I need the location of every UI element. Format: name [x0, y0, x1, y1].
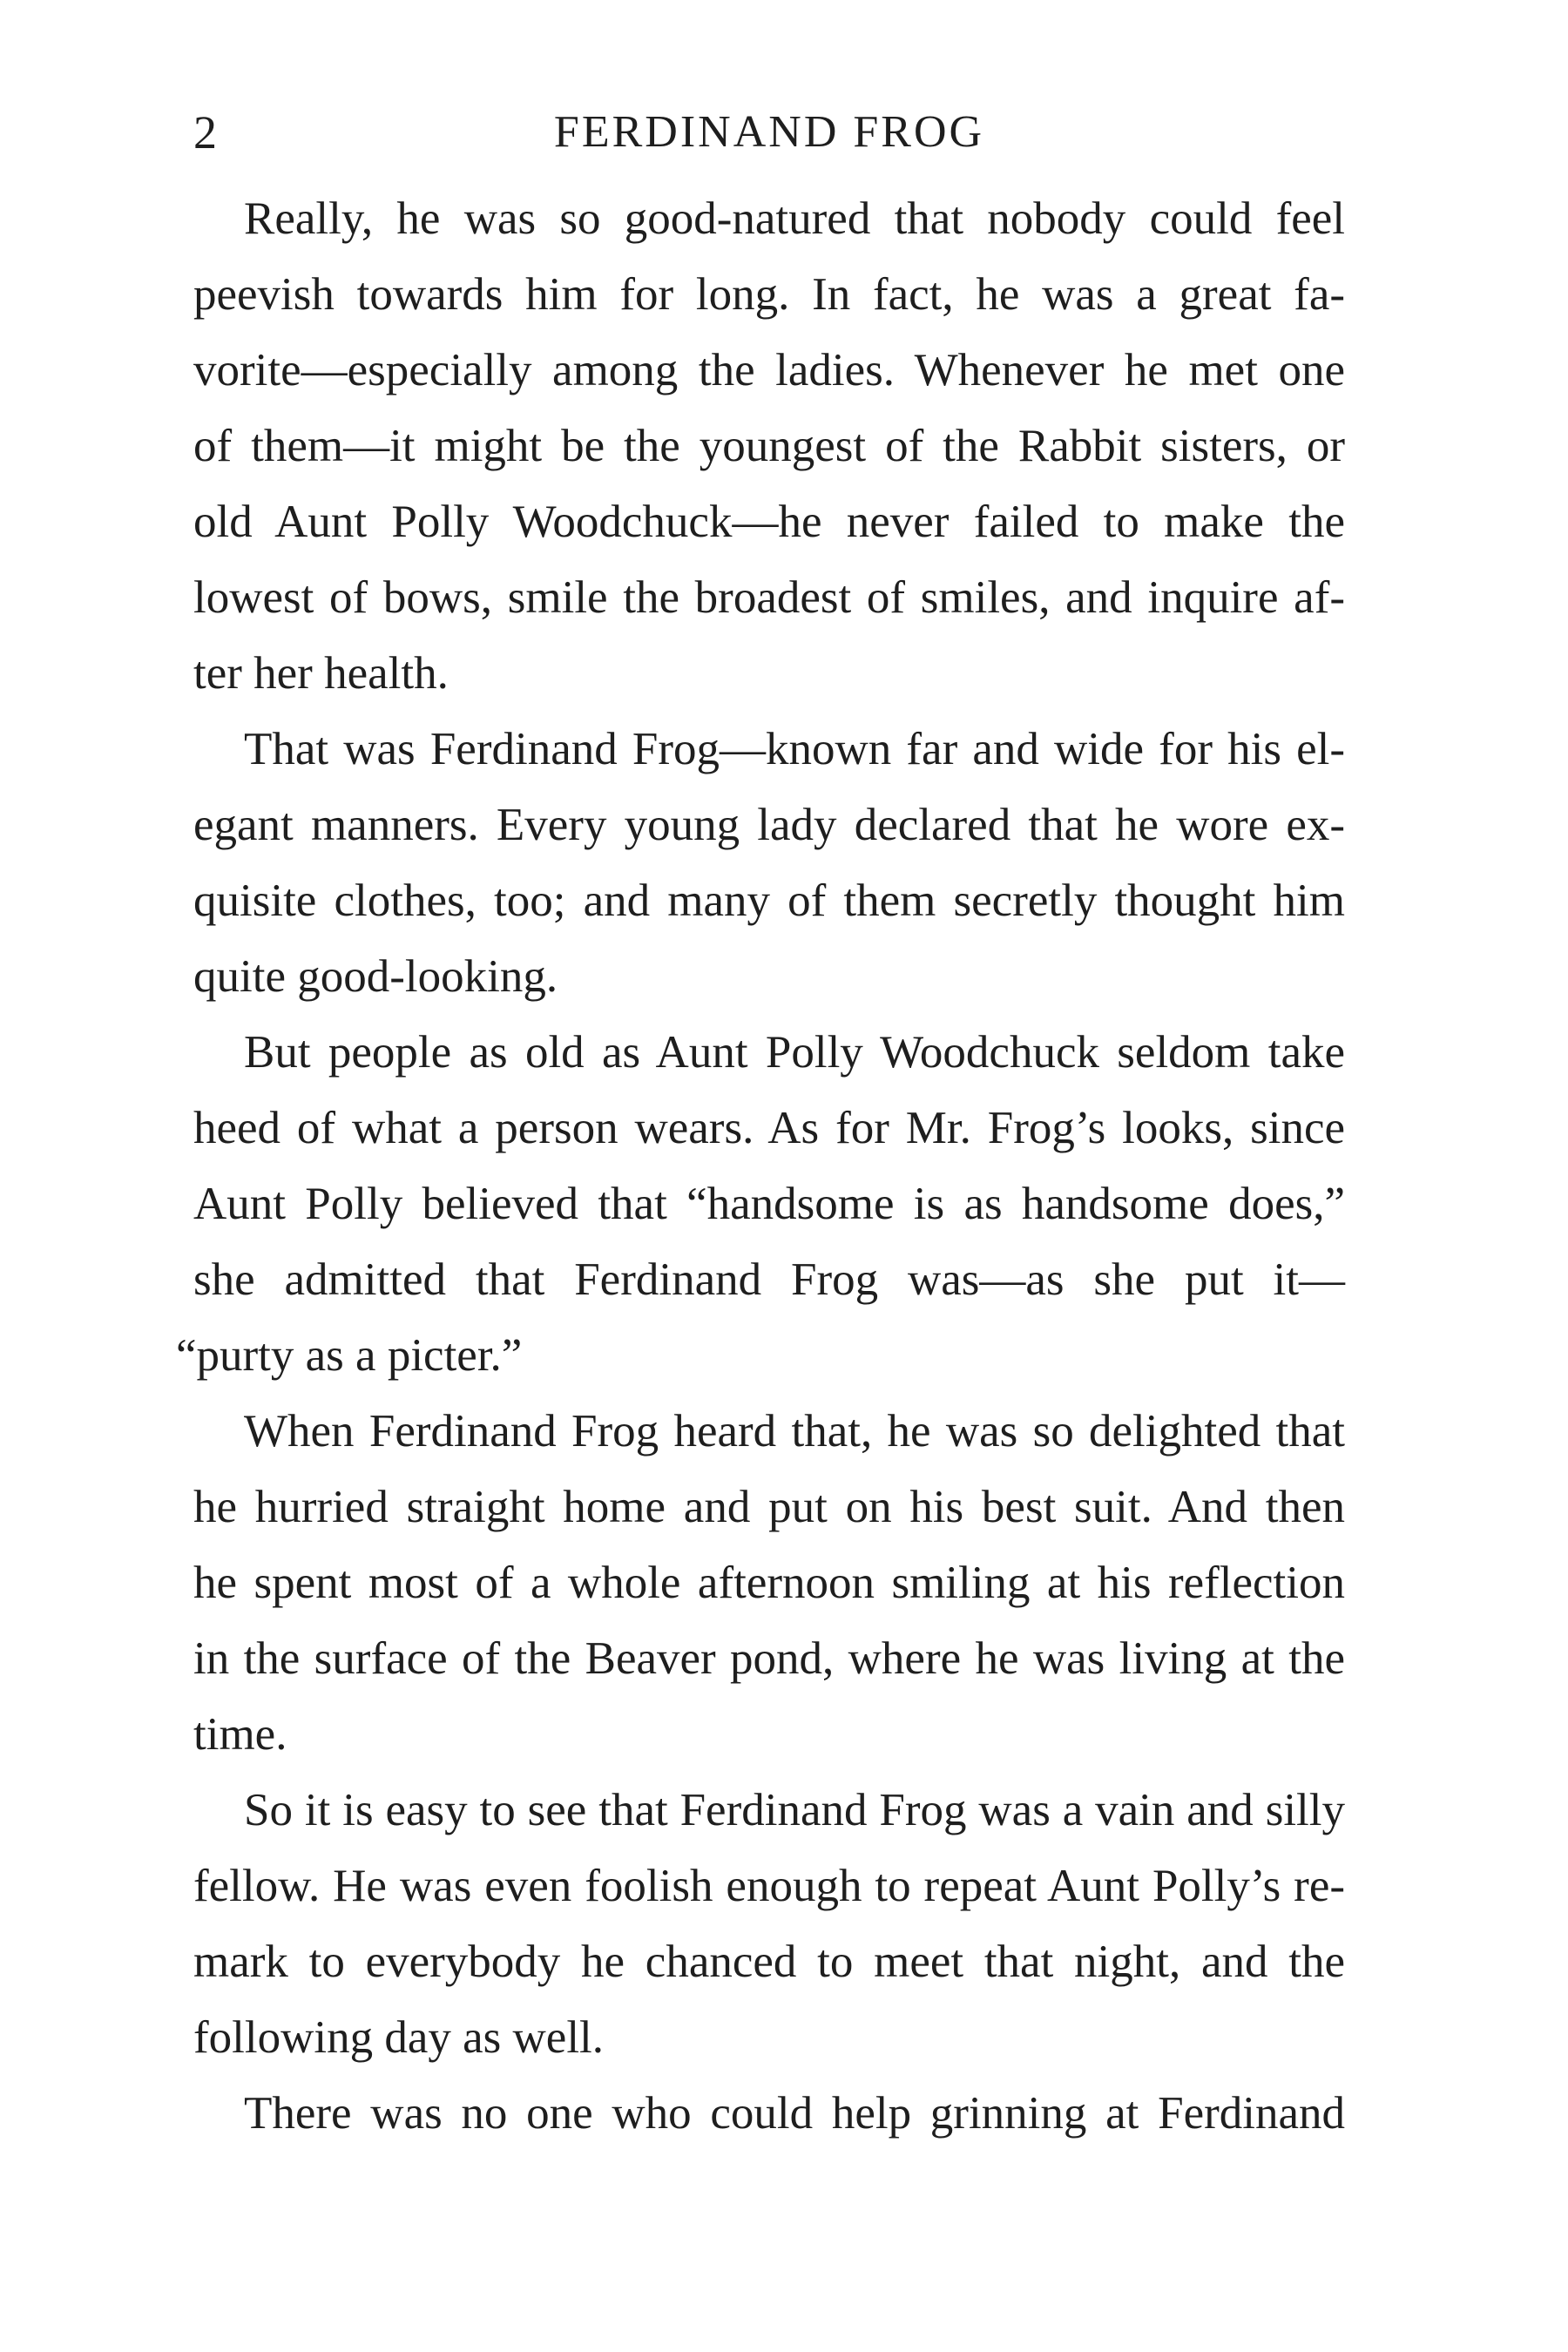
text-line: mark to everybody he chanced to meet that night, and the	[193, 1936, 1345, 1987]
text-line: egant manners. Every young lady declared that he wore ex-	[193, 800, 1345, 850]
text-line: he spent most of a whole afternoon smiling at his reflection	[193, 1558, 1345, 1608]
text-line: That was Ferdinand Frog—known far and wide for his el-	[244, 724, 1345, 774]
text-line: old Aunt Polly Woodchuck—he never failed to make the	[193, 497, 1345, 547]
text-line: fellow. He was even foolish enough to repeat Aunt Polly’s re-	[193, 1861, 1345, 1911]
text-line: heed of what a person wears. As for Mr. Frog’s looks, since	[193, 1103, 1345, 1153]
paragraph	[193, 181, 1345, 712]
text-line: There was no one who could help grinning at Ferdinand	[244, 2088, 1345, 2139]
text-line: following day as well.	[193, 2012, 605, 2063]
text-line: time.	[193, 1709, 287, 1760]
page-number: 2	[193, 106, 217, 159]
text-line: lowest of bows, smile the broadest of smiles, and inquire af-	[193, 572, 1345, 623]
paragraph	[176, 1015, 1345, 1394]
text-line: “purty as a picter.”	[176, 1330, 523, 1381]
text-line: ter her health.	[193, 648, 449, 699]
paragraph	[193, 1773, 1345, 2076]
text-line: So it is easy to see that Ferdinand Frog was a vain and silly	[244, 1785, 1345, 1835]
text-line: in the surface of the Beaver pond, where he was living at the	[193, 1633, 1345, 1684]
paragraph	[193, 712, 1345, 1015]
paragraph	[193, 1394, 1345, 1773]
text-line: he hurried straight home and put on his best suit. And then	[193, 1482, 1345, 1532]
text-line: But people as old as Aunt Polly Woodchuck seldom take	[244, 1027, 1345, 1078]
paragraph	[193, 2076, 1345, 2152]
text-line: of them—it might be the youngest of the Rabbit sisters, or	[193, 421, 1345, 471]
text-line: Aunt Polly believed that “handsome is as handsome does,”	[193, 1179, 1345, 1229]
text-line: quite good-looking.	[193, 951, 558, 1002]
text-line: vorite—especially among the ladies. Whenever he met one	[193, 345, 1345, 395]
text-line: Really, he was so good-natured that nobody could feel	[244, 193, 1345, 244]
text-line: peevish towards him for long. In fact, he was a great fa-	[193, 269, 1345, 320]
body-text	[176, 181, 1345, 2152]
text-line: quisite clothes, too; and many of them secretly thought him	[193, 875, 1345, 926]
text-line: she admitted that Ferdinand Frog was—as she put it—	[193, 1254, 1345, 1305]
book-title: FERDINAND FROG	[553, 107, 985, 157]
text-line: When Ferdinand Frog heard that, he was so delighted that	[244, 1406, 1345, 1456]
running-head	[193, 98, 1345, 167]
